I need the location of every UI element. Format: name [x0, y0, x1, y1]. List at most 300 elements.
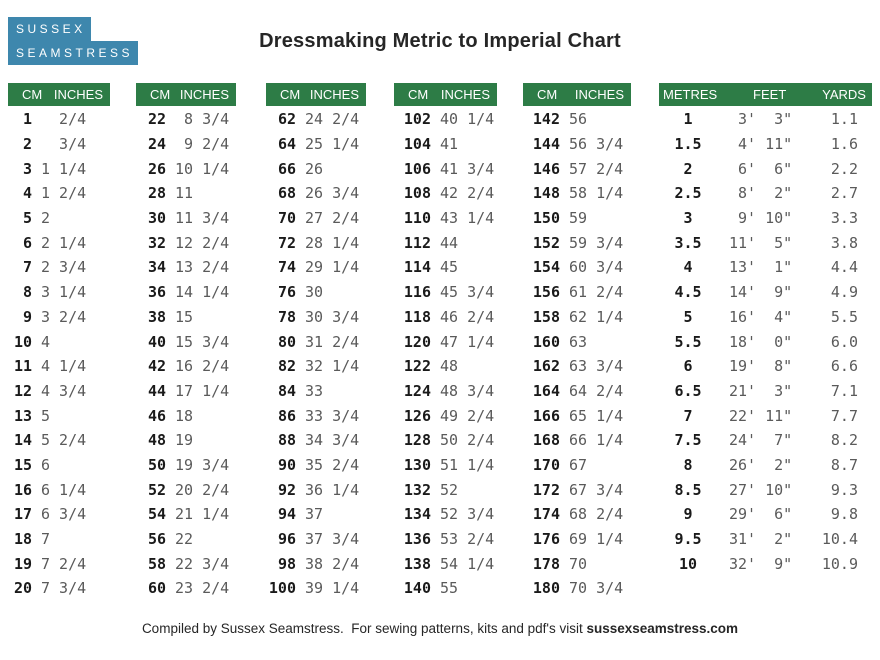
- table-row: [136, 354, 236, 379]
- table-cell: 11: [13, 357, 32, 376]
- table-row: [394, 576, 497, 601]
- table-cell: 16' 4": [729, 307, 793, 326]
- table-cell: 2: [683, 159, 693, 178]
- table-cell: 3 2/4: [41, 307, 87, 326]
- table-cell: 6.6: [830, 357, 858, 376]
- table-cell: 51 1/4: [440, 455, 495, 474]
- table-row: [266, 305, 366, 330]
- table-header-bar: [136, 83, 236, 106]
- table-cell: 160: [532, 332, 560, 351]
- table-cell: 68 2/4: [569, 505, 624, 524]
- table-cell: 13: [13, 406, 32, 425]
- table-cell: 58 1/4: [569, 184, 624, 203]
- column-header-metres: METRES: [663, 87, 718, 102]
- table-cell: 28: [147, 184, 166, 203]
- table-row: [136, 453, 236, 478]
- table-cell: 5.5: [830, 307, 858, 326]
- table-cell: 174: [532, 505, 560, 524]
- table-row: [8, 156, 110, 181]
- table-row: [523, 379, 631, 404]
- table-row: [136, 230, 236, 255]
- table-cell: 7 2/4: [41, 554, 87, 573]
- table-row: [523, 453, 631, 478]
- table-cell: 6 1/4: [41, 480, 87, 499]
- table-row: [523, 132, 631, 157]
- table-cell: 15 3/4: [175, 332, 230, 351]
- table-cell: 44: [440, 233, 459, 252]
- table-row: [266, 527, 366, 552]
- table-cell: 24: [147, 135, 166, 154]
- table-row: [659, 255, 872, 280]
- table-cell: 150: [532, 209, 560, 228]
- table-cell: 6.0: [830, 332, 858, 351]
- table-row: [266, 206, 366, 231]
- table-cell: 144: [532, 135, 560, 154]
- table-cell: 66: [277, 159, 296, 178]
- table-cell: 180: [532, 579, 560, 598]
- table-cell: 32 1/4: [305, 357, 360, 376]
- table-cell: 162: [532, 357, 560, 376]
- table-row: [394, 379, 497, 404]
- table-cell: 56: [569, 110, 588, 129]
- table-cell: 104: [403, 135, 431, 154]
- table-row: [394, 181, 497, 206]
- table-row: [136, 428, 236, 453]
- table-cell: 25 1/4: [305, 135, 360, 154]
- table-cell: 18: [175, 406, 194, 425]
- column-header-inches: INCHES: [440, 87, 490, 102]
- table-row: [8, 502, 110, 527]
- table-row: [8, 329, 110, 354]
- table-cell: 60 3/4: [569, 258, 624, 277]
- table-cell: 138: [403, 554, 431, 573]
- table-cell: 26' 2": [729, 455, 793, 474]
- table-row: [136, 107, 236, 132]
- table-cell: 19' 8": [729, 357, 793, 376]
- table-row: [394, 354, 497, 379]
- table-body: [8, 106, 110, 601]
- table-row: [8, 305, 110, 330]
- table-cell: 76: [277, 283, 296, 302]
- table-cell: 100: [268, 579, 296, 598]
- table-cell: 7.5: [674, 431, 702, 450]
- table-cell: 36: [147, 283, 166, 302]
- table-cell: 90: [277, 455, 296, 474]
- table-cell: 52: [147, 480, 166, 499]
- table-cell: 2 3/4: [41, 258, 87, 277]
- table-cell: 178: [532, 554, 560, 573]
- cm-inches-table-62-100: [266, 83, 366, 601]
- table-row: [523, 230, 631, 255]
- table-row: [394, 477, 497, 502]
- table-row: [266, 280, 366, 305]
- table-cell: 3.5: [674, 233, 702, 252]
- table-cell: 3 1/4: [41, 283, 87, 302]
- table-cell: 9.3: [830, 480, 858, 499]
- table-cell: 45 3/4: [440, 283, 495, 302]
- table-row: [659, 477, 872, 502]
- table-row: [136, 280, 236, 305]
- column-header-yards: YARDS: [822, 87, 866, 102]
- table-cell: 8' 2": [729, 184, 793, 203]
- table-cell: 33 3/4: [305, 406, 360, 425]
- table-cell: 54 1/4: [440, 554, 495, 573]
- table-cell: 53 2/4: [440, 530, 495, 549]
- table-cell: 32' 9": [729, 554, 793, 573]
- table-cell: 46: [147, 406, 166, 425]
- table-row: [659, 527, 872, 552]
- table-cell: 70: [569, 554, 588, 573]
- table-cell: 28 1/4: [305, 233, 360, 252]
- table-row: [394, 305, 497, 330]
- table-row: [8, 403, 110, 428]
- table-cell: 70 3/4: [569, 579, 624, 598]
- table-row: [394, 329, 497, 354]
- column-header-inches: INCHES: [309, 87, 359, 102]
- table-cell: 13 2/4: [175, 258, 230, 277]
- table-cell: 43 1/4: [440, 209, 495, 228]
- table-cell: 74: [277, 258, 296, 277]
- table-cell: 152: [532, 233, 560, 252]
- table-cell: 38 2/4: [305, 554, 360, 573]
- table-cell: 63: [569, 332, 588, 351]
- table-row: [8, 354, 110, 379]
- column-header-cm: CM: [22, 87, 43, 102]
- table-row: [8, 527, 110, 552]
- table-row: [266, 107, 366, 132]
- table-cell: 6 3/4: [41, 505, 87, 524]
- table-cell: 82: [277, 357, 296, 376]
- page-title: Dressmaking Metric to Imperial Chart: [259, 30, 621, 52]
- table-cell: 6: [41, 455, 51, 474]
- table-row: [523, 428, 631, 453]
- table-row: [266, 230, 366, 255]
- table-row: [8, 576, 110, 601]
- table-cell: 170: [532, 455, 560, 474]
- table-cell: 61 2/4: [569, 283, 624, 302]
- table-cell: 92: [277, 480, 296, 499]
- table-cell: 9: [683, 505, 693, 524]
- table-cell: 17 1/4: [175, 381, 230, 400]
- table-row: [659, 403, 872, 428]
- table-row: [523, 329, 631, 354]
- table-row: [8, 255, 110, 280]
- table-row: [136, 576, 236, 601]
- table-cell: 146: [532, 159, 560, 178]
- table-row: [266, 329, 366, 354]
- table-cell: 132: [403, 480, 431, 499]
- table-cell: 11' 5": [729, 233, 793, 252]
- table-cell: 3/4: [41, 135, 87, 154]
- table-row: [394, 107, 497, 132]
- table-cell: 11 3/4: [175, 209, 230, 228]
- table-row: [394, 453, 497, 478]
- table-row: [659, 107, 872, 132]
- table-cell: 56: [147, 530, 166, 549]
- table-cell: 2.2: [830, 159, 858, 178]
- table-row: [136, 206, 236, 231]
- table-cell: 4: [22, 184, 32, 203]
- table-cell: 14: [13, 431, 32, 450]
- logo-line-1: SUSSEX: [8, 17, 91, 41]
- table-cell: 8.2: [830, 431, 858, 450]
- table-cell: 24 2/4: [305, 110, 360, 129]
- table-cell: 30: [147, 209, 166, 228]
- table-row: [394, 280, 497, 305]
- table-row: [659, 230, 872, 255]
- table-cell: 22: [175, 530, 194, 549]
- table-row: [523, 107, 631, 132]
- table-cell: 62 1/4: [569, 307, 624, 326]
- table-cell: 4: [683, 258, 693, 277]
- table-cell: 7: [22, 258, 32, 277]
- table-cell: 2: [22, 135, 32, 154]
- table-cell: 37 3/4: [305, 530, 360, 549]
- table-cell: 38: [147, 307, 166, 326]
- table-cell: 40 1/4: [440, 110, 495, 129]
- table-cell: 156: [532, 283, 560, 302]
- table-cell: 41 3/4: [440, 159, 495, 178]
- table-cell: 11: [175, 184, 194, 203]
- table-row: [394, 502, 497, 527]
- table-cell: 118: [403, 307, 431, 326]
- table-row: [659, 132, 872, 157]
- table-cell: 130: [403, 455, 431, 474]
- column-header-cm: CM: [150, 87, 171, 102]
- table-row: [8, 379, 110, 404]
- table-cell: 36 1/4: [305, 480, 360, 499]
- table-cell: 54: [147, 505, 166, 524]
- table-cell: 21' 3": [729, 381, 793, 400]
- table-cell: 19: [13, 554, 32, 573]
- table-cell: 7 3/4: [41, 579, 87, 598]
- table-cell: 62: [277, 110, 296, 129]
- table-cell: 2.5: [674, 184, 702, 203]
- footer: [0, 621, 880, 636]
- table-cell: 122: [403, 357, 431, 376]
- table-row: [523, 206, 631, 231]
- table-cell: 9: [22, 307, 32, 326]
- table-row: [8, 230, 110, 255]
- table-cell: 3' 3": [729, 110, 793, 129]
- table-row: [266, 181, 366, 206]
- table-row: [266, 255, 366, 280]
- table-cell: 7: [41, 530, 51, 549]
- table-cell: 1.1: [830, 110, 858, 129]
- table-row: [659, 156, 872, 181]
- footer-website-text: sussexseamstress.com: [586, 621, 739, 636]
- table-row: [8, 280, 110, 305]
- table-row: [8, 428, 110, 453]
- table-cell: 6' 6": [729, 159, 793, 178]
- table-cell: 42 2/4: [440, 184, 495, 203]
- table-cell: 42: [147, 357, 166, 376]
- table-row: [523, 181, 631, 206]
- table-row: [8, 181, 110, 206]
- table-row: [659, 354, 872, 379]
- table-row: [394, 551, 497, 576]
- table-row: [523, 354, 631, 379]
- table-cell: 6: [683, 357, 693, 376]
- table-cell: 80: [277, 332, 296, 351]
- table-cell: 30: [305, 283, 324, 302]
- table-cell: 50: [147, 455, 166, 474]
- table-row: [659, 551, 872, 576]
- table-cell: 128: [403, 431, 431, 450]
- table-row: [136, 379, 236, 404]
- table-row: [394, 428, 497, 453]
- table-cell: 1.5: [674, 135, 702, 154]
- table-cell: 19: [175, 431, 194, 450]
- table-row: [394, 230, 497, 255]
- table-header-bar: [659, 83, 872, 106]
- table-cell: 57 2/4: [569, 159, 624, 178]
- table-cell: 40: [147, 332, 166, 351]
- table-cell: 4 3/4: [41, 381, 87, 400]
- table-cell: 34 3/4: [305, 431, 360, 450]
- table-header-bar: [523, 83, 631, 106]
- table-row: [523, 551, 631, 576]
- table-row: [136, 156, 236, 181]
- table-cell: 18' 0": [729, 332, 793, 351]
- table-cell: 44: [147, 381, 166, 400]
- table-row: [136, 181, 236, 206]
- table-cell: 29 1/4: [305, 258, 360, 277]
- table-row: [523, 502, 631, 527]
- table-cell: 7.1: [830, 381, 858, 400]
- table-row: [136, 477, 236, 502]
- table-cell: 12 2/4: [175, 233, 230, 252]
- table-row: [523, 527, 631, 552]
- table-cell: 2: [41, 209, 51, 228]
- table-cell: 45: [440, 258, 459, 277]
- table-cell: 124: [403, 381, 431, 400]
- table-cell: 148: [532, 184, 560, 203]
- table-row: [136, 132, 236, 157]
- table-body: [394, 106, 497, 601]
- table-cell: 158: [532, 307, 560, 326]
- column-header-cm: CM: [280, 87, 301, 102]
- table-cell: 86: [277, 406, 296, 425]
- table-row: [136, 551, 236, 576]
- table-cell: 3.8: [830, 233, 858, 252]
- table-row: [8, 453, 110, 478]
- table-cell: 66 1/4: [569, 431, 624, 450]
- table-row: [8, 107, 110, 132]
- table-cell: 1 1/4: [41, 159, 87, 178]
- table-row: [523, 305, 631, 330]
- table-cell: 8: [683, 455, 693, 474]
- table-row: [266, 354, 366, 379]
- table-cell: 49 2/4: [440, 406, 495, 425]
- table-row: [659, 453, 872, 478]
- table-cell: 16 2/4: [175, 357, 230, 376]
- table-row: [659, 206, 872, 231]
- table-cell: 72: [277, 233, 296, 252]
- logo-line-2: SEAMSTRESS: [8, 41, 138, 65]
- table-cell: 14' 9": [729, 283, 793, 302]
- table-cell: 41: [440, 135, 459, 154]
- table-cell: 2.7: [830, 184, 858, 203]
- table-cell: 48: [147, 431, 166, 450]
- table-row: [8, 132, 110, 157]
- table-row: [266, 477, 366, 502]
- table-cell: 48 3/4: [440, 381, 495, 400]
- table-row: [266, 379, 366, 404]
- table-row: [136, 403, 236, 428]
- table-cell: 32: [147, 233, 166, 252]
- table-row: [266, 502, 366, 527]
- table-cell: 6: [22, 233, 32, 252]
- table-row: [659, 280, 872, 305]
- table-cell: 8 3/4: [175, 110, 230, 129]
- table-cell: 52 3/4: [440, 505, 495, 524]
- table-cell: 134: [403, 505, 431, 524]
- column-header-inches: INCHES: [179, 87, 229, 102]
- table-cell: 23 2/4: [175, 579, 230, 598]
- table-cell: 9.8: [830, 505, 858, 524]
- table-cell: 140: [403, 579, 431, 598]
- table-cell: 164: [532, 381, 560, 400]
- table-cell: 58: [147, 554, 166, 573]
- table-cell: 22: [147, 110, 166, 129]
- table-cell: 8.5: [674, 480, 702, 499]
- table-cell: 3.3: [830, 209, 858, 228]
- table-cell: 48: [440, 357, 459, 376]
- table-cell: 19 3/4: [175, 455, 230, 474]
- table-cell: 50 2/4: [440, 431, 495, 450]
- cm-inches-table-1-20: [8, 83, 110, 601]
- table-cell: 13' 1": [729, 258, 793, 277]
- table-row: [136, 502, 236, 527]
- table-cell: 172: [532, 480, 560, 499]
- table-cell: 21 1/4: [175, 505, 230, 524]
- table-cell: 116: [403, 283, 431, 302]
- table-cell: 26: [147, 159, 166, 178]
- table-cell: 10.9: [821, 554, 858, 573]
- table-cell: 64: [277, 135, 296, 154]
- table-cell: 120: [403, 332, 431, 351]
- table-cell: 126: [403, 406, 431, 425]
- table-cell: 37: [305, 505, 324, 524]
- table-cell: 24' 7": [729, 431, 793, 450]
- table-cell: 27' 10": [729, 480, 793, 499]
- table-cell: 2/4: [41, 110, 87, 129]
- table-body: [659, 106, 872, 576]
- table-cell: 2 1/4: [41, 233, 87, 252]
- table-cell: 7.7: [830, 406, 858, 425]
- table-row: [659, 329, 872, 354]
- table-cell: 33: [305, 381, 324, 400]
- table-row: [394, 403, 497, 428]
- table-cell: 26: [305, 159, 324, 178]
- table-cell: 1: [22, 110, 32, 129]
- table-cell: 69 1/4: [569, 530, 624, 549]
- table-row: [394, 255, 497, 280]
- table-cell: 1.6: [830, 135, 858, 154]
- table-cell: 112: [403, 233, 431, 252]
- cm-inches-table-102-140: [394, 83, 497, 601]
- table-cell: 4 1/4: [41, 357, 87, 376]
- table-row: [266, 576, 366, 601]
- table-cell: 108: [403, 184, 431, 203]
- table-cell: 5 2/4: [41, 431, 87, 450]
- table-cell: 10.4: [821, 530, 858, 549]
- table-cell: 96: [277, 530, 296, 549]
- table-row: [266, 403, 366, 428]
- table-cell: 39 1/4: [305, 579, 360, 598]
- table-cell: 94: [277, 505, 296, 524]
